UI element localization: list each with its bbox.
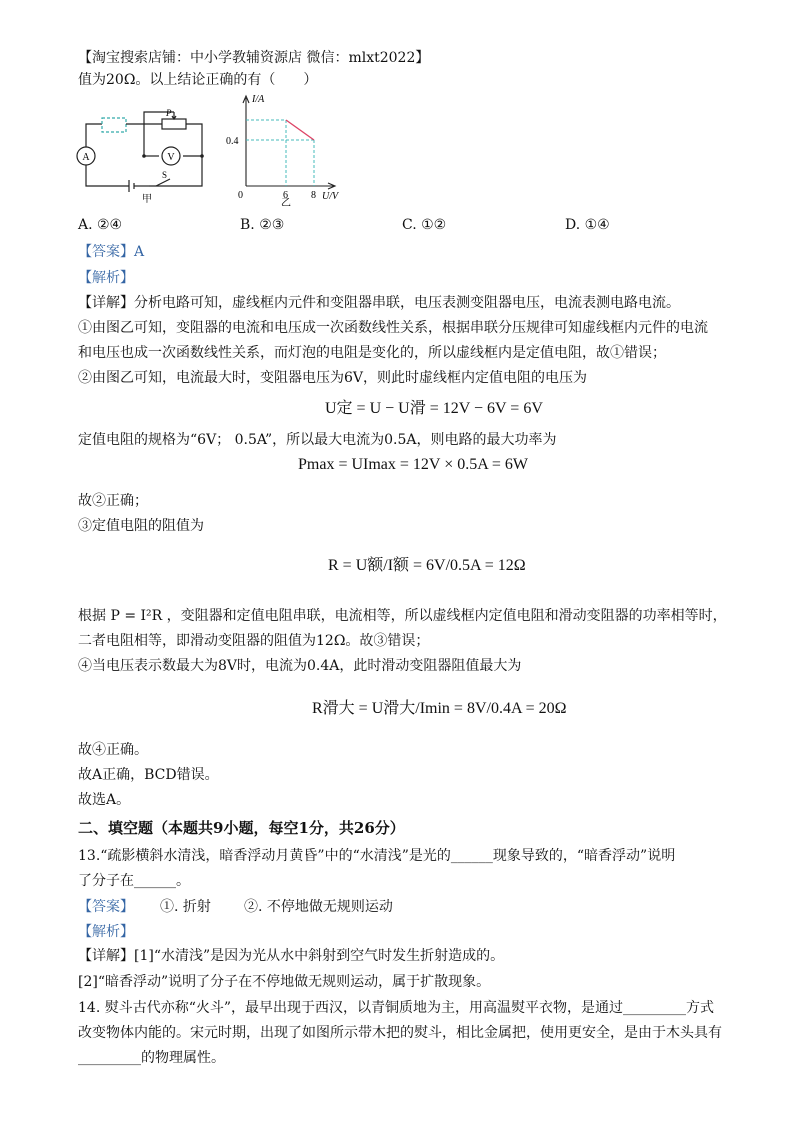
formula-r-max: R滑大 = U滑大/Imin = 8V/0.4A = 20Ω: [312, 700, 567, 717]
answer-label: 【答案】A: [78, 244, 145, 260]
q14-line-a: 14. 熨斗古代亦称“火斗”，最早出现于西汉，以青铜质地为主，用高温熨平衣物，是通过_________方式: [78, 1000, 715, 1016]
point-6b: 二者电阻相等，即滑动变阻器的阻值为12Ω。故③错误；: [78, 633, 430, 649]
q13-stem-b: 了分子在______。: [78, 873, 190, 889]
analysis-label: 【解析】: [78, 270, 134, 286]
x-tick-8: 8: [311, 190, 316, 201]
q13-answer-label: 【答案】: [78, 899, 134, 915]
q13-stem-a: 13.“疏影横斜水清浅，暗香浮动月黄昏”中的“水清浅”是光的______现象导致的，“暗香浮动”说明: [78, 848, 676, 864]
q13-detail-1: 【详解】[1]“水清浅”是因为光从水中斜射到空气时发生折射造成的。: [78, 948, 505, 964]
circuit-caption: 甲: [142, 194, 152, 205]
x-tick-6: 6: [283, 190, 288, 201]
y-axis-label: I/A: [252, 94, 265, 105]
formula-p-max: Pmax = UImax = 12V × 0.5A = 6W: [298, 456, 529, 473]
point-4: 故②正确；: [78, 493, 148, 509]
q13-detail-2: [2]“暗香浮动”说明了分子在不停地做无规则运动，属于扩散现象。: [78, 974, 491, 990]
point-8: 故④正确。: [78, 742, 148, 758]
option-b[interactable]: B. ②③: [240, 217, 285, 233]
q13-answer-1: ①. 折射: [160, 899, 211, 915]
detail-text: 【详解】分析电路可知，虚线框内元件和变阻器串联，电压表测变阻器电压，电流表测电路电流。: [78, 295, 680, 311]
q13-analysis-label: 【解析】: [78, 924, 134, 940]
section-2-heading: 二、填空题（本题共9小题，每空1分，共26分）: [78, 819, 405, 837]
voltmeter-label: V: [167, 152, 175, 163]
formula-r: R = U额/I额 = 6V/0.5A = 12Ω: [328, 557, 526, 574]
point-9: 故A正确，BCD错误。: [78, 767, 219, 783]
header-banner: 【淘宝搜索店铺：中小学教辅资源店 微信：mlxt2022】: [78, 50, 430, 66]
question-intro: 值为20Ω。以上结论正确的有（ ）: [78, 72, 318, 88]
option-c[interactable]: C. ①②: [402, 217, 447, 233]
q14-line-c: _________的物理属性。: [78, 1050, 225, 1066]
q14-line-b: 改变物体内能的。宋元时期，出现了如图所示带木把的熨斗，相比金属把，使用更安全，是由于木头具有: [78, 1025, 722, 1041]
option-d[interactable]: D. ①④: [565, 217, 610, 233]
formula-u-fixed: U定 = U − U滑 = 12V − 6V = 6V: [325, 400, 543, 417]
point-10: 故选A。: [78, 792, 131, 808]
option-a[interactable]: A. ②④: [78, 217, 123, 233]
circuit-diagram: [74, 106, 214, 206]
y-tick: 0.4: [226, 136, 239, 147]
graph-caption: 乙: [281, 198, 291, 206]
origin-label: 0: [238, 190, 243, 201]
iv-graph: [226, 90, 356, 206]
x-axis-label: U/V: [322, 191, 339, 202]
q13-answer-2: ②. 不停地做无规则运动: [244, 899, 393, 915]
slider-label: P: [166, 108, 172, 118]
point-3: 定值电阻的规格为“6V； 0.5A”，所以最大电流为0.5A，则电路的最大功率为: [78, 432, 557, 448]
point-7: ④当电压表示数最大为8V时，电流为0.4A，此时滑动变阻器阻值最大为: [78, 658, 522, 674]
point-2: ②由图乙可知，电流最大时，变阻器电压为6V，则此时虚线框内定值电阻的电压为: [78, 370, 588, 386]
point-1b: 和电压也成一次函数线性关系，而灯泡的电阻是变化的，所以虚线框内是定值电阻，故①错误；: [78, 345, 666, 361]
point-1a: ①由图乙可知，变阻器的电流和电压成一次函数线性关系，根据串联分压规律可知虚线框内元件的电流: [78, 320, 708, 336]
ammeter-label: A: [82, 152, 90, 163]
switch-label: S: [162, 170, 168, 180]
point-6a: 根据 P = I²R ，变阻器和定值电阻串联，电流相等，所以虚线框内定值电阻和滑动变阻器的功率相等时，: [78, 608, 727, 624]
point-5: ③定值电阻的阻值为: [78, 518, 204, 534]
